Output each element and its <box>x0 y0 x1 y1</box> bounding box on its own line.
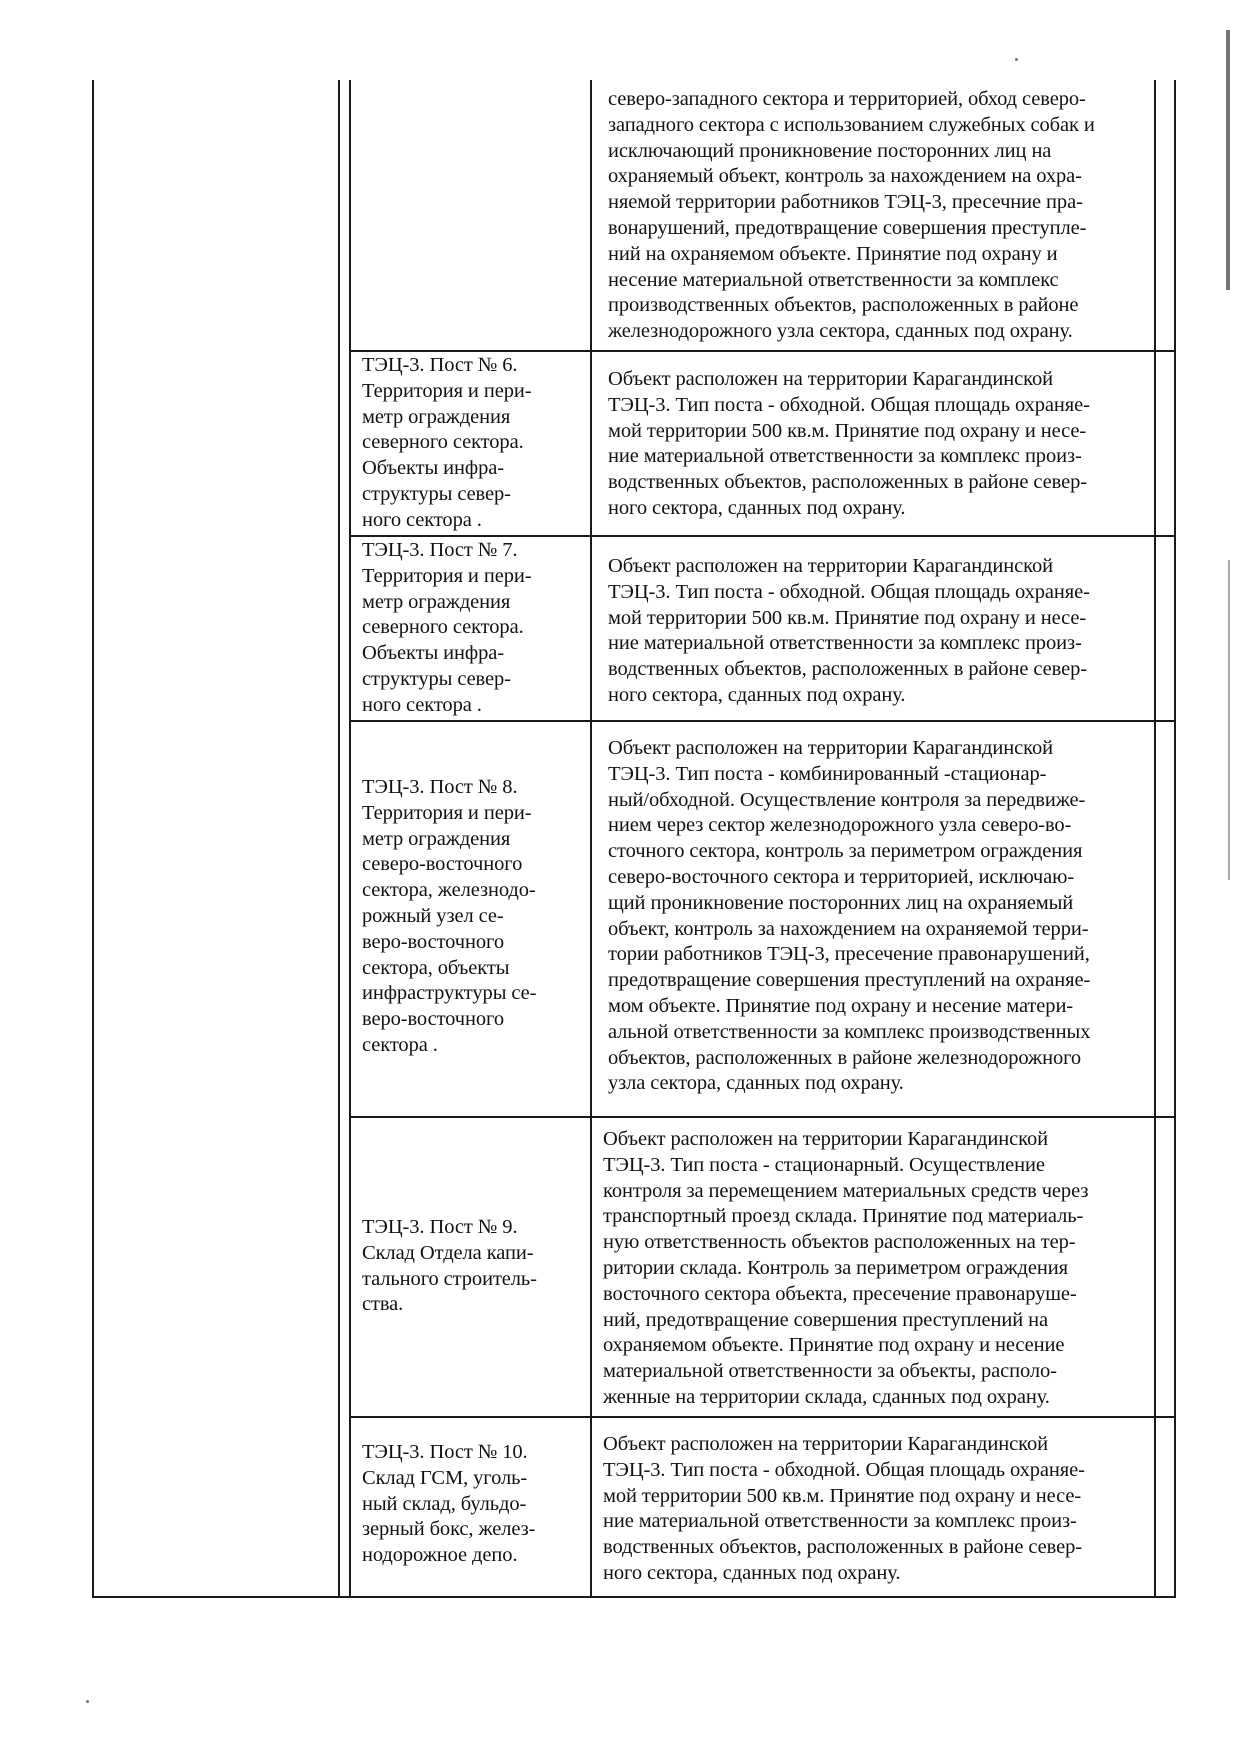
post-9-description: Объект расположен на территории Карагандинской ТЭЦ-3. Тип поста - стационарный. Осуществление контроля за перемещением материальных средств через транспортный проезд склада. Принятие под материаль- ную ответственность объектов расположенных на тер- ритории склада. Контроль за периметром ограждения восточного сектора объекта, пресечение правонаруше- ний, предотвращение совершения преступлений на охраняемом объекте. Принятие под охрану и несение материальной ответственности за объекты, располо- женные на территории склада, сданных под охрану. <box>603 1128 1089 1408</box>
post-10-label: ТЭЦ-3. Пост № 10. Склад ГСМ, уголь- ный склад, бульдо- зерный бокс, желез- нодорожное депо. <box>362 1441 536 1567</box>
table-divider-1 <box>338 80 340 1598</box>
table-border-left <box>92 80 94 1598</box>
table-border-right <box>1174 80 1176 1598</box>
row-separator-4 <box>349 1116 1176 1118</box>
post-7-description: Объект расположен на территории Карагандинской ТЭЦ-3. Тип поста - обходной. Общая площадь охраняе- мой территории 500 кв.м. Принятие под охрану и несе- ние материальной ответственности за комплекс произ- водственных объектов, расположенных в районе север- ного сектора, сданных под охрану. <box>608 555 1090 706</box>
continuation-description: северо-западного сектора и территорией, обход северо- западного сектора с использованием служебных собак и исключающий проникновение посторонних лиц на охраняемый объект, контроль за нахождением на охра- няемой территории работников ТЭЦ-3, пресечние пра- вонарушений, предотвращение совершения преступле- ний на охраняемом объекте. Принятие под охрану и несение материальной ответственности за комплекс производственных объектов, расположенных в районе железнодорожного узла сектора, сданных под охрану. <box>608 88 1095 343</box>
table-divider-2 <box>349 80 351 1598</box>
post-8-label: ТЭЦ-3. Пост № 8. Территория и пери- метр ограждения северо-восточного сектора, железнодо- рожный узел се- веро-восточного сектора, объекты инфраструктуры се- веро-восточного сектора . <box>362 776 537 1056</box>
row-separator-1 <box>349 350 1176 352</box>
row-separator-5 <box>349 1416 1176 1418</box>
post-7-label: ТЭЦ-3. Пост № 7. Территория и пери- метр ограждения северного сектора. Объекты инфра- структуры север- ного сектора . <box>362 539 532 716</box>
scan-speck <box>1015 58 1018 61</box>
table-divider-3 <box>590 80 592 1598</box>
table-divider-4 <box>1154 80 1156 1598</box>
table-border-bottom <box>92 1596 1176 1598</box>
post-6-description: Объект расположен на территории Карагандинской ТЭЦ-3. Тип поста - обходной. Общая площадь охраняе- мой территории 500 кв.м. Принятие под охрану и несе- ние материальной ответственности за комплекс произ- водственных объектов, расположенных в районе север- ного сектора, сданных под охрану. <box>608 368 1090 519</box>
scan-edge-mark-top <box>1226 30 1230 290</box>
row-separator-3 <box>349 720 1176 722</box>
post-10-description: Объект расположен на территории Карагандинской ТЭЦ-3. Тип поста - обходной. Общая площадь охраняе- мой территории 500 кв.м. Принятие под охрану и несе- ние материальной ответственности за комплекс произ- водственных объектов, расположенных в районе север- ного сектора, сданных под охрану. <box>603 1433 1085 1584</box>
post-8-description: Объект расположен на территории Карагандинской ТЭЦ-3. Тип поста - комбинированный -стационар- ный/обходной. Осуществление контроля за передвиже- нием через сектор железнодорожного узла северо-во- сточного сектора, контроль за периметром ограждения северо-восточного сектора и территорией, исключаю- щий проникновение посторонних лиц на охраняемый объект, контроль за нахождением на охраняемой терри- тории работников ТЭЦ-3, пресечение правонарушений, предотвращение совершения преступлений на охраняе- мом объекте. Принятие под охрану и несение матери- альной ответственности за комплекс производственных объектов, расположенных в районе железнодорожного узла сектора, сданных под охрану. <box>608 737 1091 1095</box>
post-6-label: ТЭЦ-3. Пост № 6. Территория и пери- метр ограждения северного сектора. Объекты инфра- структуры север- ного сектора . <box>362 354 532 531</box>
row-separator-2 <box>349 535 1176 537</box>
post-9-label: ТЭЦ-3. Пост № 9. Склад Отдела капи- тального строитель- ства. <box>362 1216 537 1316</box>
scan-speck <box>86 1700 89 1703</box>
scan-edge-mark-mid <box>1228 560 1230 880</box>
